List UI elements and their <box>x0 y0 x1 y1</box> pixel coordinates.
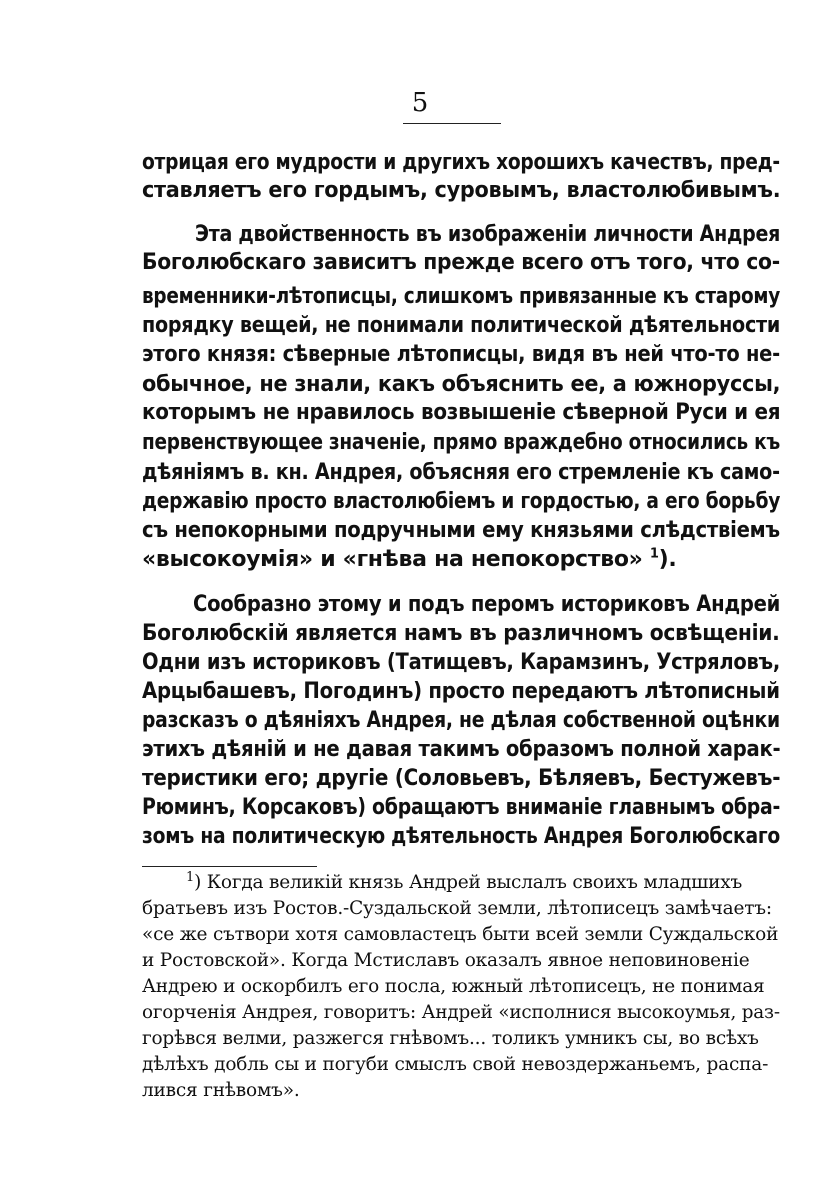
text-line: Боголюбскiй является намъ въ различномъ освѣщенiи. <box>142 621 780 646</box>
text-line: этихъ дѣянiй и не давая такимъ образомъ полной харак- <box>142 737 781 762</box>
text-line: зомъ на политическую дѣятельность Андрея Боголюбскаго <box>142 824 780 849</box>
footnote-marker: 1 <box>186 869 195 885</box>
text-line: дѣянiямъ в. кн. Андрея, объясняя его стремленiе къ само- <box>142 460 780 485</box>
footnote-text: ) Когда великiй князь Андрей выслалъ своихъ младшихъ <box>194 872 743 893</box>
text-line-with-footnote <box>142 545 676 575</box>
text-line: Боголюбскаго зависитъ прежде всего отъ того, что со- <box>142 250 780 275</box>
footnote-ref-close: ). <box>658 547 677 572</box>
footnote-line: огорченiя Андрея, говоритъ: Андрей «исполнися высокоумья, раз- <box>142 1002 780 1023</box>
text-line: первенствующее значенiе, прямо враждебно относились къ <box>142 430 781 455</box>
footnote-line: лився гнѣвомъ». <box>142 1080 300 1101</box>
text-line: Рюминъ, Корсаковъ) обращаютъ вниманiе главнымъ обра- <box>142 795 781 820</box>
footnote-line: «се же сътвори хотя самовластецъ быти всей земли Суждальской <box>142 924 779 945</box>
footnote-ref: 1 <box>649 546 659 562</box>
text-line: ставляетъ его гордымъ, суровымъ, властолюбивымъ. <box>142 178 781 203</box>
text-line: «высокоумiя» и «гнѣва на непокорство» <box>142 547 643 572</box>
text-line: разсказъ о дѣянiяхъ Андрея, не дѣлая собственной оцѣнки <box>142 708 780 733</box>
text-line: державiю просто властолюбiемъ и гордостью, а его борьбу <box>142 489 781 514</box>
footnote-line: Андрею и оскорбилъ его посла, южный лѣтописецъ, не понимая <box>142 976 765 997</box>
text-line: которымъ не нравилось возвышенiе сѣверной Руси и ея <box>142 400 781 425</box>
text-line: Арцыбашевъ, Погодинъ) просто передаютъ лѣтописный <box>142 679 780 704</box>
page-number: 5 <box>411 88 429 118</box>
footnote-line: горѣвся велми, разжегся гнѣвомъ... толикъ умникъ сы, во всѣхъ <box>142 1028 759 1049</box>
text-line: отрицая его мудрости и другихъ хорошихъ качествъ, пред- <box>142 150 780 175</box>
text-line: временники-лѣтописцы, слишкомъ привязанные къ старому <box>142 284 780 309</box>
text-line: обычное, не знали, какъ объяснить ее, а южноруссы, <box>142 372 781 397</box>
text-line: теристики его; другiе (Соловьевъ, Бѣляевъ, Бестужевъ- <box>142 766 781 791</box>
footnote-line <box>186 870 742 896</box>
text-line: съ непокорными подручными ему князьями слѣдствiемъ <box>142 518 780 543</box>
text-line: порядку вещей, не понимали политической дѣятельности <box>142 313 781 338</box>
footnote-line: и Ростовской». Когда Мстиславъ оказалъ явное неповиновенiе <box>142 950 750 971</box>
footnote-rule <box>142 866 317 867</box>
text-line: Одни изъ историковъ (Татищевъ, Карамзинъ, Устряловъ, <box>142 650 780 675</box>
footnote-line: дѣлѣхъ добль сы и погуби смыслъ свой невоздержаньемъ, распа- <box>142 1054 769 1075</box>
text-line: этого князя: сѣверные лѣтописцы, видя въ ней что-то не- <box>142 342 780 367</box>
footnote-line: братьевъ изъ Ростов.-Суздальской земли, лѣтописецъ замѣчаетъ: <box>142 898 772 919</box>
header-rule <box>403 123 501 124</box>
text-line: Сообразно этому и подъ перомъ историковъ Андрей <box>193 592 781 617</box>
text-line: Эта двойственность въ изображенiи личности Андрея <box>195 222 781 247</box>
